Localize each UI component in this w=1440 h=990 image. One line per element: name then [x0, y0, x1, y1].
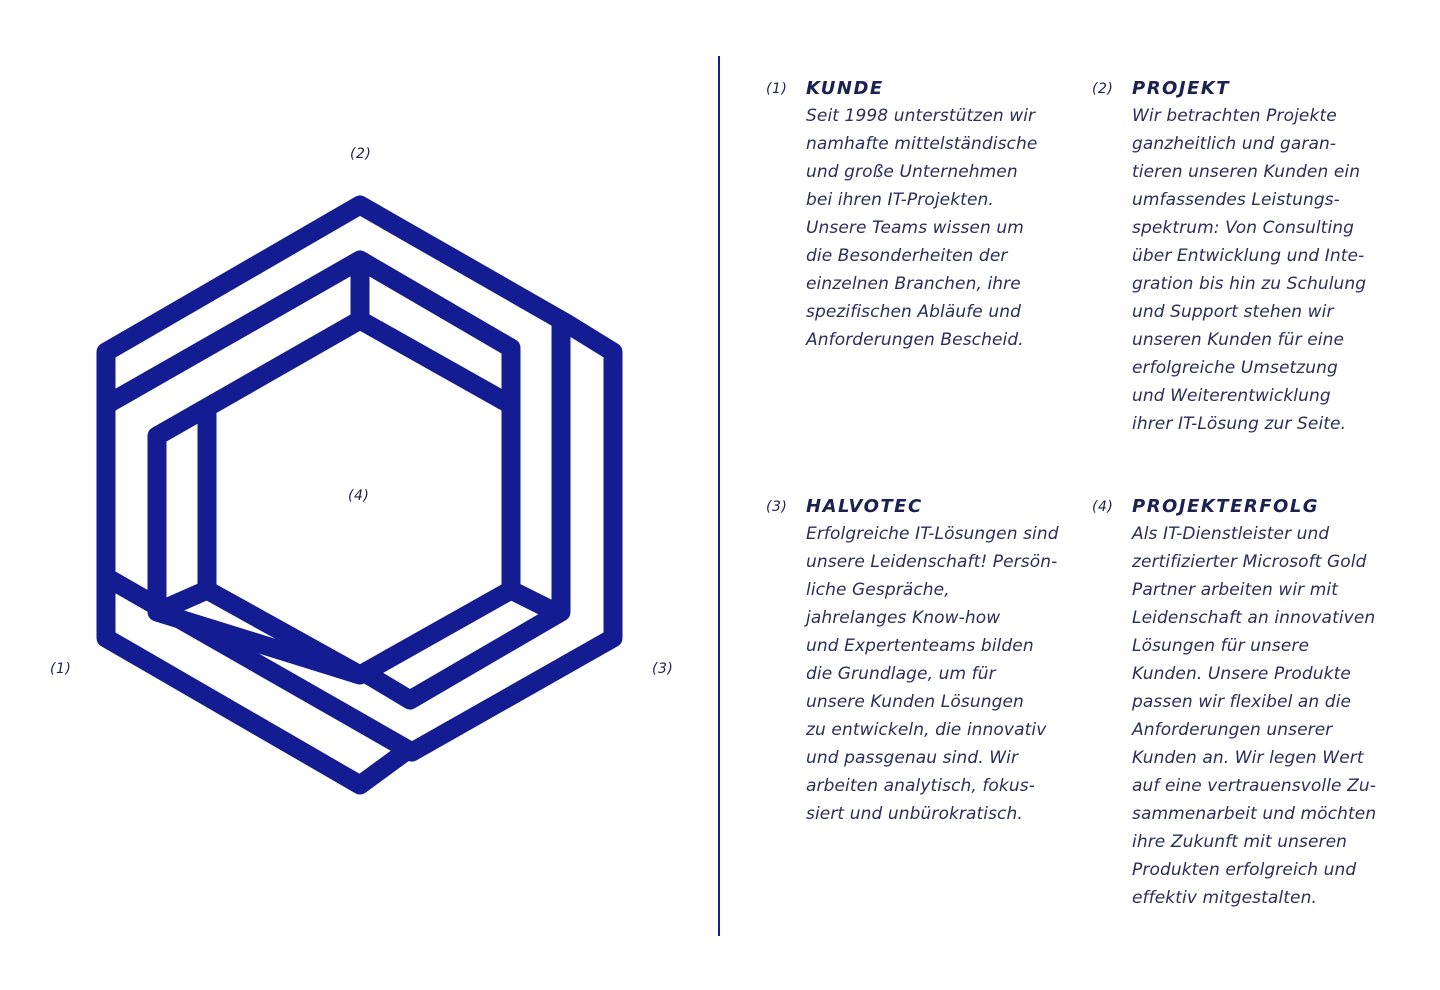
block-body: Wir betrachten Projekte ganzheitlich und garan- tieren unseren Kunden ein umfassendes Leistungs- spektrum: Von Consulting über Entwicklung und Inte- gration bis hin zu Schulung und Support stehen wir unseren Kunden für eine erfolgreiche Umsetzung und Weiterentwicklung ihrer IT-Lösung zur Seite. [1132, 106, 1367, 434]
block-body: Als IT-Dienstleister und zertifizierter Microsoft Gold Partner arbeiten wir mit Leidenschaft an innovativen Lösungen für unsere Kunden. Unsere Produkte passen wir flexibel an die Anforderungen unserer Kunden an. Wir legen Wert auf eine vertrauensvolle Zu- sammenarbeit und möchten ihre Zukunft mit unseren Produkten erfolgreich und effektiv mitgestalten. [1132, 524, 1377, 908]
logo-marker-3: (3) [652, 661, 674, 677]
block-body: Erfolgreiche IT-Lösungen sind unsere Leidenschaft! Persön- liche Gespräche, jahrelanges Know-how und Expertenteams bilden die Grundlage, um für unsere Kunden Lösungen zu entwickeln, die innovativ und passgenau sind. Wir arbeiten analytisch, fokus- siert und unbürokratisch. [806, 524, 1059, 824]
block-title: PROJEKTERFOLG [1132, 496, 1320, 517]
block-number: (1) [766, 81, 788, 97]
block-title: KUNDE [806, 78, 884, 99]
logo-marker-4: (4) [348, 488, 370, 504]
block-body: Seit 1998 unterstützen wir namhafte mittelständische und große Unternehmen bei ihren IT-Projekten. Unsere Teams wissen um die Besonderheiten der einzelnen Branchen, ihre spezifischen Abläufe und Anforderungen Bescheid. [806, 106, 1038, 350]
logo-marker-1: (1) [50, 661, 72, 677]
block-number: (2) [1092, 81, 1114, 97]
block-number: (3) [766, 499, 788, 515]
vertical-divider [718, 56, 720, 936]
block-number: (4) [1092, 499, 1114, 515]
block-title: HALVOTEC [806, 496, 923, 517]
block-title: PROJEKT [1132, 78, 1231, 99]
logo-marker-2: (2) [350, 146, 372, 162]
